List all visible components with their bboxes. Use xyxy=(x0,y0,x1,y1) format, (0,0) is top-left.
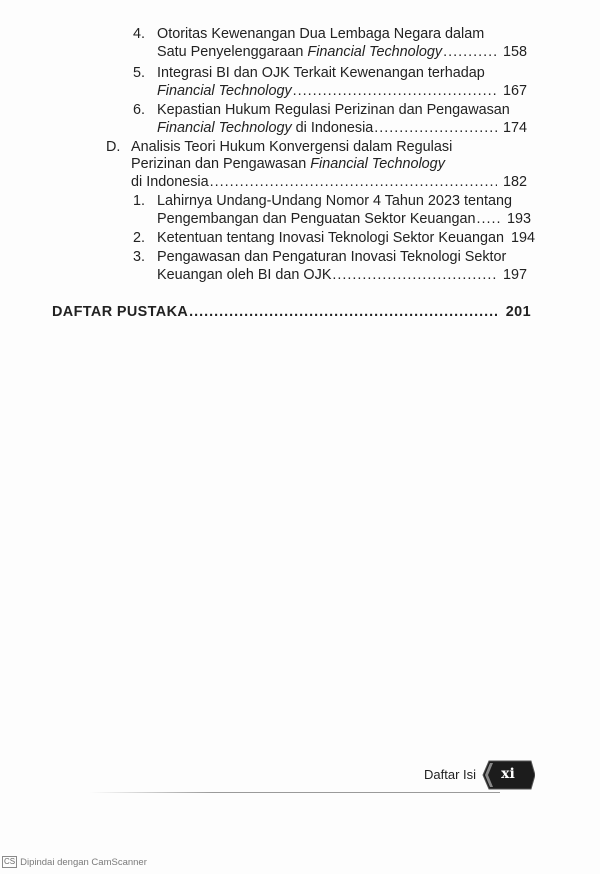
toc-entry-title: Analisis Teori Hukum Konvergensi dalam Regulasi xyxy=(131,139,453,155)
toc-entry-title: Lahirnya Undang-Undang Nomor 4 Tahun 2023 tentang xyxy=(157,193,512,209)
footer-section-label: Daftar Isi xyxy=(424,767,477,782)
dot-leader xyxy=(293,82,497,100)
toc-entry-number: 6. xyxy=(133,102,146,118)
toc-entry-number: 2. xyxy=(133,230,146,246)
footer-page-number: xi xyxy=(501,766,515,782)
toc-bibliography-line[interactable] xyxy=(52,303,531,321)
toc-entry-leader-line[interactable] xyxy=(131,173,527,191)
toc-entry-title: Ketentuan tentang Inovasi Teknologi Sektor Keuangan xyxy=(157,230,504,246)
toc-entry-title: Integrasi BI dan OJK Terkait Kewenangan terhadap xyxy=(157,65,485,81)
footer-rule xyxy=(90,792,500,793)
toc-entry-title: di Indonesia xyxy=(291,120,374,136)
toc-entry-title: Kepastian Hukum Regulasi Perizinan dan Pengawasan xyxy=(157,102,510,118)
scanner-text: Dipindai dengan CamScanner xyxy=(20,856,147,868)
toc-entry-title-italic: Financial Technology xyxy=(157,120,292,136)
toc-entry-title: Keuangan oleh BI dan OJK xyxy=(157,267,332,283)
toc-entry-leader-line[interactable] xyxy=(157,82,527,100)
toc-page-number: 174 xyxy=(502,120,527,136)
toc-page-number: 194 xyxy=(510,230,535,246)
toc-entry-title: di Indonesia xyxy=(131,174,209,190)
toc-entry-leader-line[interactable] xyxy=(157,43,527,61)
toc-entry-number: 3. xyxy=(133,249,146,265)
dot-leader xyxy=(189,303,500,321)
dot-leader xyxy=(210,173,497,191)
dot-leader xyxy=(443,43,497,61)
scanner-watermark xyxy=(2,856,147,868)
toc-entry-title: Otoritas Kewenangan Dua Lembaga Negara dalam xyxy=(157,26,485,42)
toc-entry-leader-line[interactable] xyxy=(157,229,535,247)
toc-entry-number: 4. xyxy=(133,26,146,42)
dot-leader xyxy=(332,266,497,284)
toc-entry-number: 5. xyxy=(133,65,146,81)
toc-entry-leader-line[interactable] xyxy=(157,119,527,137)
toc-page-number: 197 xyxy=(502,267,527,283)
toc-entry-title-italic: Financial Technology xyxy=(307,44,443,60)
toc-entry-title: Perizinan dan Pengawasan Financial Technology xyxy=(131,156,445,172)
toc-page-number: 193 xyxy=(506,211,531,227)
bibliography-label: DAFTAR PUSTAKA xyxy=(52,304,189,320)
toc-entry-title: Satu Penyelenggaraan xyxy=(157,44,308,60)
camscanner-logo-icon: CS xyxy=(4,857,16,866)
toc-page-number: 201 xyxy=(505,304,531,320)
toc-entry-title-italic: Financial Technology xyxy=(157,83,292,99)
toc-entry-leader-line[interactable] xyxy=(157,210,531,228)
toc-page-number: 167 xyxy=(502,83,527,99)
toc-entry-title: Pengembangan dan Penguatan Sektor Keuangan xyxy=(157,211,476,227)
toc-section-letter: D. xyxy=(106,139,121,155)
toc-page-number: 158 xyxy=(502,44,527,60)
toc-entry-title: Pengawasan dan Pengaturan Inovasi Teknologi Sektor xyxy=(157,249,507,265)
dot-leader xyxy=(476,210,501,228)
toc-entry-number: 1. xyxy=(133,193,146,209)
dot-leader xyxy=(374,119,497,137)
toc-entry-leader-line[interactable] xyxy=(157,266,527,284)
toc-page-number: 182 xyxy=(502,174,527,190)
